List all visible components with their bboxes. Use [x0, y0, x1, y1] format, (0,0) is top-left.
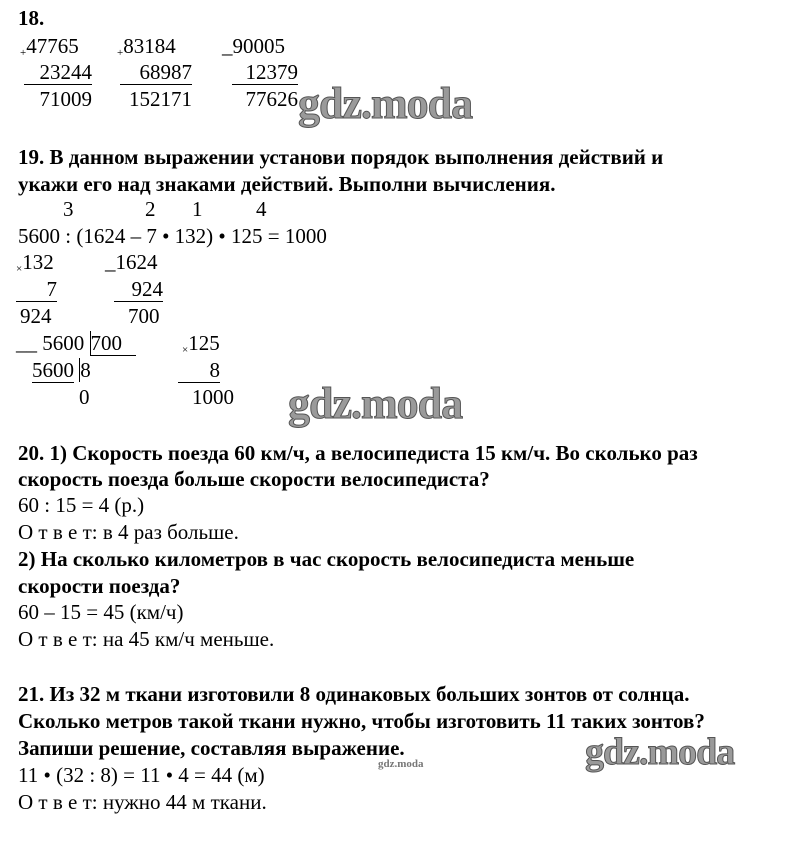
column-n2: 68987 — [120, 60, 192, 85]
task-18-number: 18. — [18, 6, 45, 30]
column-op: ×132 — [16, 250, 54, 275]
order-number: 1 — [192, 197, 203, 221]
column-op: +47765 — [20, 34, 79, 59]
solution: 60 – 15 = 45 (км/ч) — [18, 600, 184, 624]
column-op: +83184 — [117, 34, 176, 59]
task-21-question: Сколько метров такой ткани нужно, чтобы изготовить 11 таких зонтов? — [18, 709, 705, 733]
division-line: 5600 8 — [32, 358, 91, 382]
task-19-question: укажи его над знаками действий. Выполни вычисления. — [18, 172, 556, 196]
task-20-question: 2) На сколько километров в час скорость велосипедиста меньше — [18, 547, 635, 571]
column-result: 924 — [20, 304, 52, 328]
column-result: 71009 — [39, 87, 92, 111]
task-20-question: скорость поезда больше скорости велосипедиста? — [18, 467, 490, 491]
answer: О т в е т: на 45 км/ч меньше. — [18, 627, 275, 651]
task-21-question: Запиши решение, составляя выражение. — [18, 736, 405, 760]
task-20-question: 20. 1) Скорость поезда 60 км/ч, а велосипедиста 15 км/ч. Во сколько раз — [18, 441, 698, 465]
solution: 11 • (32 : 8) = 11 • 4 = 44 (м) — [18, 763, 265, 787]
solution: 60 : 15 = 4 (р.) — [18, 493, 145, 517]
order-number: 4 — [256, 197, 267, 221]
watermark: gdz.moda — [298, 79, 473, 128]
division-line: __ 5600 700 — [16, 331, 136, 355]
column-result: 700 — [128, 304, 160, 328]
expression: 5600 : (1624 – 7 • 132) • 125 = 1000 — [18, 224, 327, 248]
column-result: 152171 — [129, 87, 192, 111]
task-19-question: 19. В данном выражении установи порядок выполнения действий и — [18, 145, 664, 169]
column-n2: 12379 — [232, 60, 298, 85]
task-20-question: скорости поезда? — [18, 574, 181, 598]
answer: О т в е т: в 4 раз больше. — [18, 520, 239, 544]
watermark-small: gdz.moda — [378, 758, 424, 770]
column-op: _1624 — [105, 250, 158, 274]
watermark: gdz.moda — [585, 731, 735, 773]
column-op: ×125 — [182, 331, 220, 356]
column-op: _90005 — [222, 34, 285, 58]
column-n2: 924 — [114, 277, 163, 302]
column-result: 1000 — [192, 385, 234, 409]
order-number: 2 — [145, 197, 156, 221]
order-number: 3 — [63, 197, 74, 221]
answer: О т в е т: нужно 44 м ткани. — [18, 790, 267, 814]
column-n2: 7 — [16, 277, 57, 302]
column-result: 77626 — [245, 87, 298, 111]
division-remainder: 0 — [79, 385, 90, 409]
watermark: gdz.moda — [288, 379, 463, 428]
column-n2: 8 — [178, 358, 220, 383]
column-n2: 23244 — [24, 60, 92, 85]
task-21-question: 21. Из 32 м ткани изготовили 8 одинаковых больших зонтов от солнца. — [18, 682, 690, 706]
